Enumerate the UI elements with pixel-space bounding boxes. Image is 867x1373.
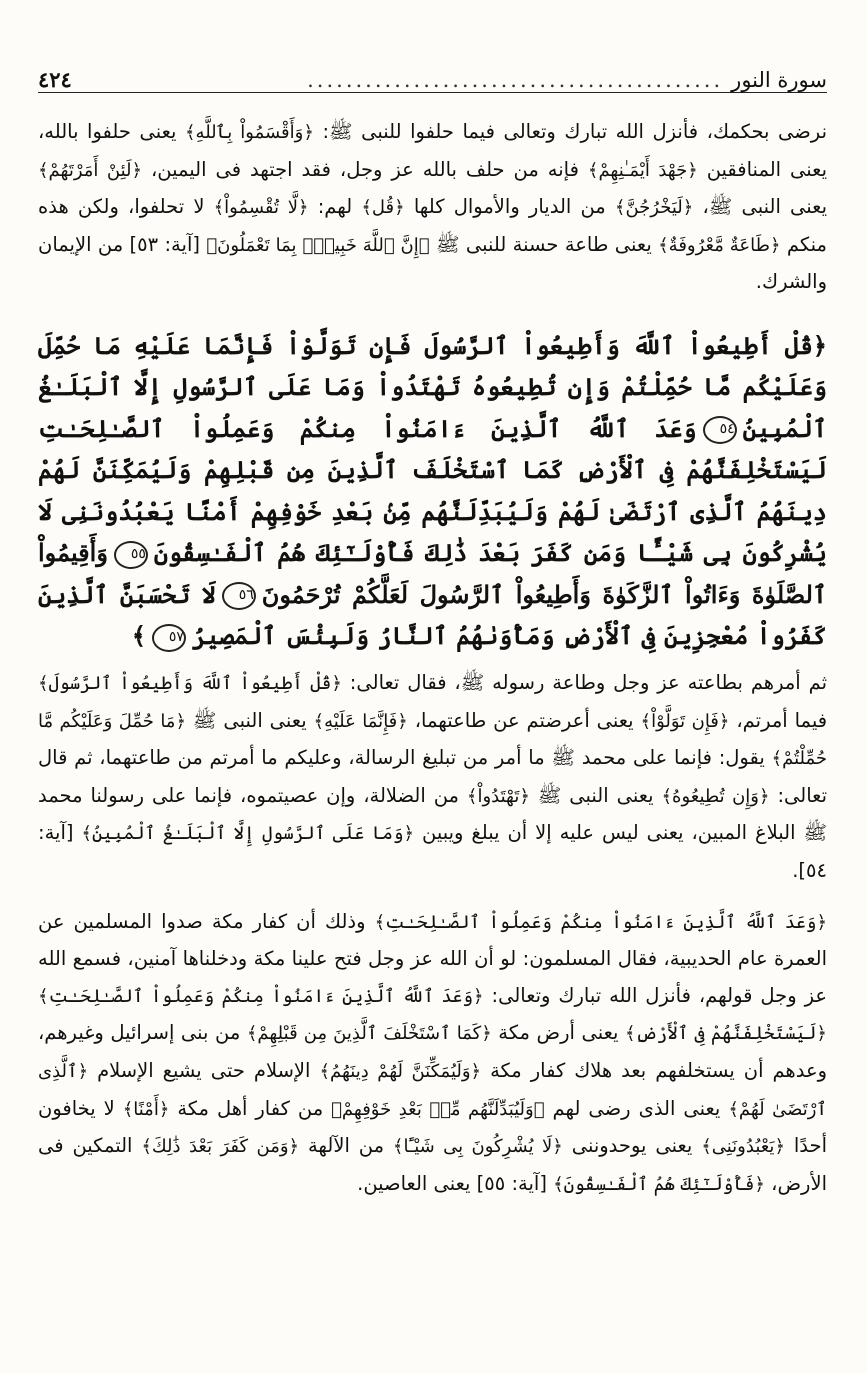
quote-run: ﴿كَمَا ٱسْتَخْلَفَ ٱلَّذِينَ مِن قَبْلِهِمْ﴾: [246, 1023, 492, 1045]
text-run: لهم:: [308, 195, 362, 219]
quote-run: ﴿قُل﴾: [361, 197, 405, 219]
quote-run: ﴿قُلْ أَطِيعُواْ ٱللَّهَ وَأَطِيعُواْ ٱلرَّسُولَ﴾: [38, 672, 342, 694]
running-title: [307, 68, 827, 92]
text-run: لا يخافون أحدًا: [38, 1096, 827, 1158]
quote-run: ﴿وَلَيُمَكِّنَنَّ لَهُمْ دِينَهُمُ﴾: [319, 1060, 482, 1082]
ayah-marker: ٥٧: [152, 624, 186, 652]
verse-text: ﴿قُلْ أَطِيعُواْ ٱللَّهَ وَأَطِيعُواْ ٱلرَّسُولَ فَإِن تَوَلَّوْاْ فَإِنَّمَا عَلَيْهِ مَا حُمِّلَ وَعَلَيْكُم مَّا حُمِّلْتُمْ وَإِن تُطِيعُوهُ تَهْتَدُواْ وَمَا عَلَى ٱلرَّسُولِ إِلَّا ٱلْبَلَـٰغُ ٱلْمُبِينُ: [38, 330, 827, 443]
quote-run: ﴿لَّا تُقْسِمُواْ﴾: [213, 197, 309, 219]
text-run: يعنى أرض مكة: [491, 1021, 625, 1045]
quote-run: ﴿وَلَيُبَدِّلَنَّهُم مِّنۢ بَعْدِ خَوْفِهِمْ﴾: [331, 1098, 545, 1120]
text-run: فيما أمرتم،: [729, 708, 828, 732]
text-run: [آية: ٥٣] من الإيمان والشرك.: [38, 232, 827, 294]
quote-run: ﴿فَأُوْلَـٰٓئِكَ هُمُ ٱلْفَـٰسِقُونَ﴾: [553, 1173, 765, 1195]
quote-run: ﴿تَهْتَدُواْ﴾: [466, 785, 530, 807]
text-run: من بنى إسرائيل وغيرهم، وعدهم أن يستخلفهم بعد هلاك كفار مكة: [38, 1021, 827, 1082]
quote-run: ﴿وَمَا عَلَى ٱلرَّسُولِ إِلَّا ٱلْبَلَـٰغُ ٱلْمُبِينُ﴾: [81, 823, 415, 845]
page-number: ٤٢٤: [38, 67, 72, 92]
quote-run: ﴿فَإِن تَوَلَّوْاْ﴾: [640, 710, 730, 732]
ayah-marker: ٥٤: [703, 416, 737, 444]
text-run: التمكين فى الأرض،: [38, 1134, 827, 1195]
commentary-paragraph-2: [38, 665, 827, 890]
surah-name: سورة النور: [731, 68, 827, 92]
page-header: [38, 58, 827, 93]
text-run: يعنى أعرضتم عن طاعتهما،: [407, 708, 641, 732]
text-run: وذلك أن كفار مكة صدوا المسلمين عن العمرة عام الحديبية، فقال المسلمون: لو أن الله عز وجل فتح علينا مكة ودخلناها آمنين، فسمع الله عز وجل قولهم، فأنزل الله تبارك وتعالى:: [38, 909, 827, 1007]
quote-run: ﴿طَاعَةٌ مَّعْرُوفَةٌ﴾: [658, 234, 781, 256]
quote-run: ﴿وَمَن كَفَرَ بَعْدَ ذَٰلِكَ﴾: [141, 1136, 300, 1158]
text-run: يعنى النبى ﷺ: [529, 783, 662, 807]
ayah-marker: ٥٦: [222, 582, 256, 610]
text-run: لا تحلفوا، ولكن هذه منكم: [38, 195, 827, 256]
quote-run: ﴿يَعْبُدُونَنِى﴾: [701, 1136, 785, 1158]
quran-verses-block: [38, 325, 827, 657]
text-run: من الضلالة، وإن عصيتموه، فإنما على رسولنا محمد ﷺ البلاغ المبين، يعنى ليس عليه إلا أن يبلغ ويبين: [38, 783, 827, 845]
text-run: يعنى الذى رضى لهم: [544, 1096, 729, 1120]
text-run: يعنى طاعة حسنة للنبى ﷺ: [429, 232, 659, 256]
verse-text: لَا تَحْسَبَنَّ ٱلَّذِينَ كَفَرُواْ مُعْجِزِينَ فِى ٱلْأَرْضِ وَمَأْوَىٰهُمُ ٱلنَّارُ وَلَبِئْسَ ٱلْمَصِيرُ: [38, 579, 827, 651]
quote-run: ﴿لَيَخْرُجُنَّ﴾: [614, 197, 694, 219]
text-run: من الديار والأموال كلها: [404, 195, 615, 219]
quote-run: ﴿وَعَدَ ٱللَّهُ ٱلَّذِينَ ءَامَنُواْ مِنكُمْ وَعَمِلُواْ ٱلصَّـٰلِحَـٰتِ﴾: [38, 985, 484, 1007]
quote-run: ﴿إِنَّ ٱللَّهَ خَبِيرٌۢ بِمَا تَعْمَلُونَ﴾: [206, 234, 430, 256]
quote-run: ﴿وَإِن تُطِيعُوهُ﴾: [661, 785, 770, 807]
quote-run: ﴿جَهْدَ أَيْمَـٰنِهِمْ﴾: [587, 159, 698, 181]
verse-text: وَأَقِيمُواْ ٱلصَّلَوٰةَ وَءَاتُواْ ٱلزَّكَوٰةَ وَأَطِيعُواْ ٱلرَّسُولَ لَعَلَّكُمْ تُرْحَمُونَ: [38, 538, 827, 609]
text-run: من كفار أهل مكة: [169, 1096, 332, 1120]
quote-run: ﴿لَئِنْ أَمَرْتَهُمْ﴾: [38, 159, 143, 181]
quote-run: ﴿أَمْنًا﴾: [122, 1098, 170, 1120]
text-run: من الآلهة: [299, 1134, 393, 1158]
quote-run: ﴿مَا حُمِّلَ وَعَلَيْكُم مَّا حُمِّلْتُمْ﴾: [38, 710, 827, 770]
verse-close-bracket: ﴾: [131, 621, 146, 651]
text-run: [آية: ٥٥] يعنى العاصين.: [357, 1171, 554, 1195]
text-run: ثم أمرهم بطاعته عز وجل وطاعة رسوله ﷺ، فقال تعالى:: [341, 670, 828, 694]
text-run: يعنى النبى ﷺ،: [693, 195, 828, 219]
verse-text: وَعَدَ ٱللَّهُ ٱلَّذِينَ ءَامَنُواْ مِنكُمْ وَعَمِلُواْ ٱلصَّـٰلِحَـٰتِ لَيَسْتَخْلِفَنَّهُمْ فِى ٱلْأَرْضِ كَمَا ٱسْتَخْلَفَ ٱلَّذِينَ مِن قَبْلِهِمْ وَلَيُمَكِّنَنَّ لَهُمْ دِينَهُمُ ٱلَّذِى ٱرْتَضَىٰ لَهُمْ وَلَيُبَدِّلَنَّهُم مِّنۢ بَعْدِ خَوْفِهِمْ أَمْنًا يَعْبُدُونَنِى لَا يُشْرِكُونَ بِى شَيْـًٔا وَمَن كَفَرَ بَعْدَ ذَٰلِكَ فَأُوْلَـٰٓئِكَ هُمُ ٱلْفَـٰسِقُونَ: [38, 413, 827, 568]
text-run: يعنى حلفوا بالله، يعنى المنافقين: [38, 120, 827, 181]
page-body: [38, 114, 827, 1203]
quote-run: ﴿لَا يُشْرِكُونَ بِى شَيْـًٔا﴾: [392, 1136, 563, 1158]
text-run: يعنى يوحدوننى: [562, 1134, 702, 1158]
quote-run: ﴿وَأَقْسَمُواْ بِٱللَّهِ﴾: [185, 122, 314, 143]
quote-run: ﴿فَإِنَّمَا عَلَيْهِ﴾: [313, 710, 408, 732]
quote-run: ﴿لَيَسْتَخْلِفَنَّهُمْ فِى ٱلْأَرْضِ﴾: [625, 1023, 827, 1045]
quote-run: ﴿ٱلَّذِى ٱرْتَضَىٰ لَهُمْ﴾: [38, 1060, 827, 1120]
leader-dots: ...........................................: [307, 68, 724, 92]
text-run: الإسلام حتى يشيع الإسلام: [88, 1058, 320, 1082]
commentary-paragraph-1: [38, 114, 827, 301]
ayah-marker: ٥٥: [114, 541, 148, 569]
quote-run: ﴿وَعَدَ ٱللَّهُ ٱلَّذِينَ ءَامَنُواْ مِنكُمْ وَعَمِلُواْ ٱلصَّـٰلِحَـٰتِ﴾: [374, 911, 827, 933]
text-run: فإنه من حلف بالله عز وجل، فقد اجتهد فى اليمين،: [142, 157, 588, 181]
commentary-paragraph-3: [38, 904, 827, 1204]
text-run: نرضى بحكمك، فأنزل الله تبارك وتعالى فيما حلفوا للنبى ﷺ:: [313, 120, 827, 143]
text-run: [آية: ٥٤].: [38, 821, 827, 882]
text-run: يعنى النبى ﷺ: [186, 708, 314, 732]
text-run: يقول: فإنما على محمد ﷺ ما أمر من تبليغ الرسالة، وعليكم ما أمرتم من طاعتهما، ثم قال تعالى:: [38, 746, 828, 807]
